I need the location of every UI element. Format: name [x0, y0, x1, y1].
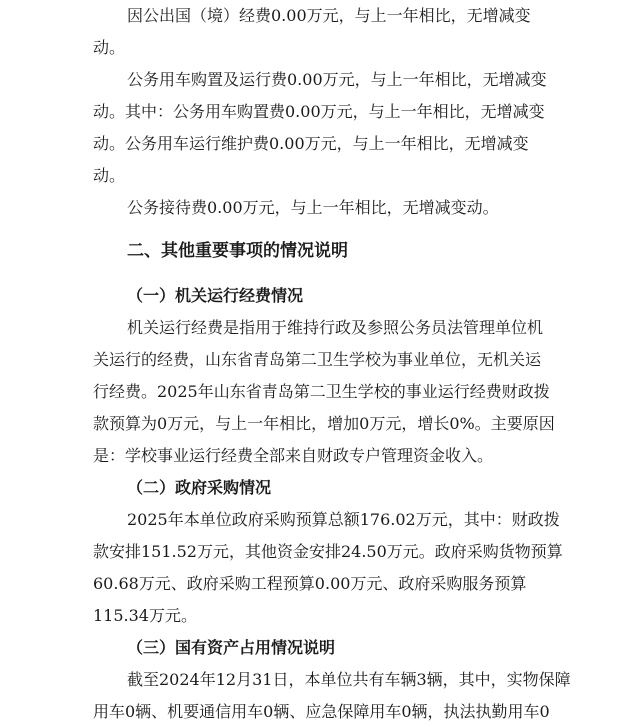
text-line: 动。其中：公务用车购置费0.00万元，与上一年相比，无增减变 [93, 102, 545, 121]
subsection-heading: （三）国有资产占用情况说明 [127, 638, 336, 657]
subsection-heading: （一）机关运行经费情况 [127, 286, 304, 305]
text-line: 2025年本单位政府采购预算总额176.02万元，其中：财政拨 [127, 510, 560, 529]
text-line: 款预算为0万元，与上一年相比，增加0万元，增长0%。主要原因 [93, 414, 555, 433]
text-line: 60.68万元、政府采购工程预算0.00万元、政府采购服务预算 [93, 574, 527, 593]
text-line: 机关运行经费是指用于维持行政及参照公务员法管理单位机 [127, 318, 544, 337]
text-line: 用车0辆、机要通信用车0辆、应急保障用车0辆，执法执勤用车0 [93, 702, 550, 721]
text-line: 截至2024年12月31日，本单位共有车辆3辆，其中，实物保障 [127, 670, 571, 689]
text-line: 动。 [93, 38, 126, 57]
text-line: 是：学校事业运行经费全部来自财政专户管理资金收入。 [93, 446, 494, 465]
text-line: 关运行的经费，山东省青岛第二卫生学校为事业单位，无机关运 [93, 350, 542, 369]
text-line: 因公出国（境）经费0.00万元，与上一年相比，无增减变 [127, 6, 531, 25]
section-heading: 二、其他重要事项的情况说明 [127, 241, 348, 261]
text-line: 115.34万元。 [93, 606, 197, 625]
text-line: 动。 [93, 166, 126, 185]
text-line: 行经费。2025年山东省青岛第二卫生学校的事业运行经费财政拨 [93, 382, 550, 401]
text-line: 动。公务用车运行维护费0.00万元，与上一年相比，无增减变 [93, 134, 529, 153]
text-line: 公务用车购置及运行费0.00万元，与上一年相比，无增减变 [127, 70, 547, 89]
subsection-heading: （二）政府采购情况 [127, 478, 272, 497]
text-line: 公务接待费0.00万元，与上一年相比，无增减变动。 [127, 198, 499, 217]
text-line: 款安排151.52万元，其他资金安排24.50万元。政府采购货物预算 [93, 542, 563, 561]
